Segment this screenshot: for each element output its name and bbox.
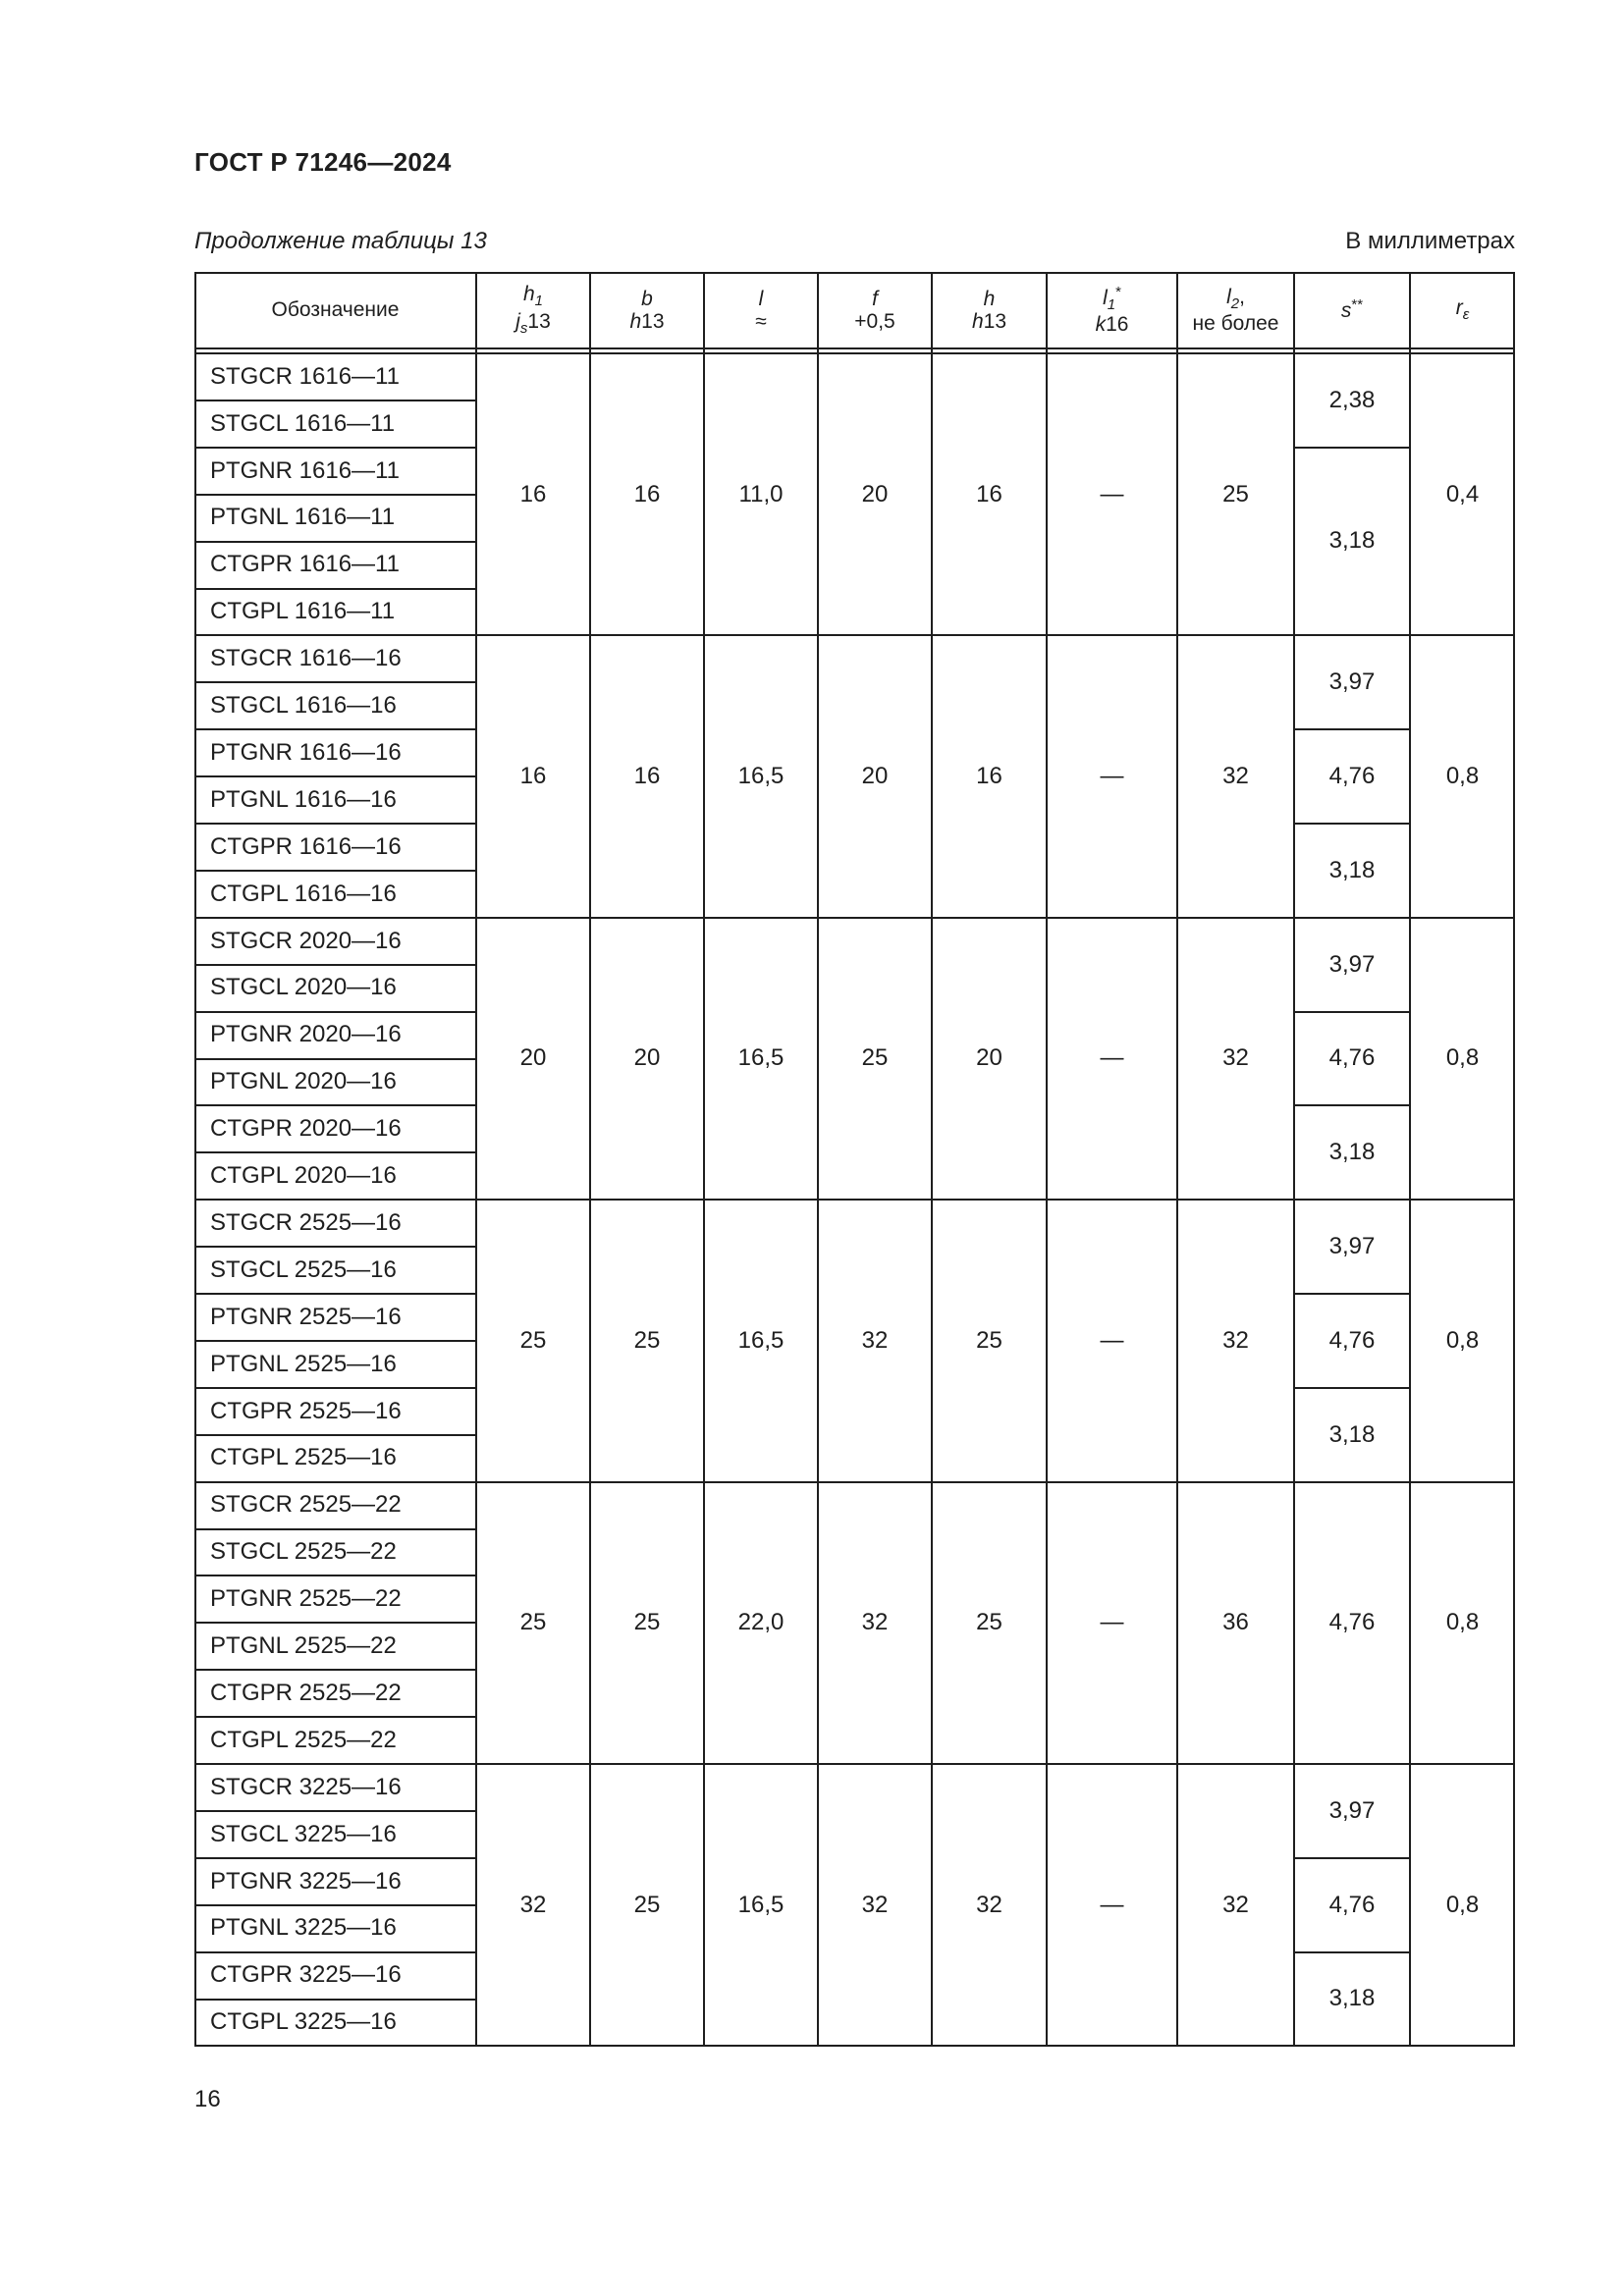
column-tolerance-symbol: j xyxy=(515,310,520,333)
table-caption: Продолжение таблицы 13 xyxy=(194,228,487,254)
value-cell-b: 16 xyxy=(633,480,661,507)
column-symbol: l xyxy=(1103,286,1108,309)
value-cell-l2: 25 xyxy=(1222,480,1249,507)
designation-cell: PTGNL 1616—11 xyxy=(210,504,396,531)
rule xyxy=(194,1434,476,1436)
rule xyxy=(194,1857,476,1859)
rule xyxy=(194,1669,476,1671)
designation-cell: STGCL 2525—16 xyxy=(210,1255,397,1283)
value-cell-s: 4,76 xyxy=(1328,762,1376,789)
value-cell-s: 3,18 xyxy=(1328,527,1376,555)
value-cell-h1: 16 xyxy=(519,480,547,507)
designation-cell: STGCL 3225—16 xyxy=(210,1820,397,1847)
rule xyxy=(931,272,933,2046)
rule xyxy=(194,352,1515,354)
rule xyxy=(194,1528,476,1530)
rule xyxy=(1409,272,1411,2046)
designation-cell: STGCR 2020—16 xyxy=(210,927,402,954)
rule xyxy=(194,447,476,449)
designation-cell: CTGPL 2525—22 xyxy=(210,1726,397,1753)
column-tolerance-symbol: h xyxy=(629,310,642,333)
value-cell-s: 3,97 xyxy=(1328,950,1376,978)
value-cell-l2: 32 xyxy=(1222,762,1249,789)
column-header-r xyxy=(1410,272,1515,348)
designation-cell: CTGPR 2525—16 xyxy=(210,1397,402,1424)
rule xyxy=(194,1104,476,1106)
rule xyxy=(194,964,476,966)
rule xyxy=(703,272,705,2046)
value-cell-l2: 32 xyxy=(1222,1891,1249,1918)
designation-cell: PTGNR 2020—16 xyxy=(210,1021,402,1048)
rule xyxy=(194,1199,1515,1201)
value-cell-b: 25 xyxy=(633,1891,661,1918)
column-header-l xyxy=(704,272,818,348)
rule xyxy=(194,1951,476,1953)
value-cell-s: 3,18 xyxy=(1328,1420,1376,1448)
value-cell-s: 4,76 xyxy=(1328,1326,1376,1354)
value-cell-s: 3,18 xyxy=(1328,856,1376,883)
designation-cell: STGCR 2525—16 xyxy=(210,1208,402,1236)
value-cell-l: 22,0 xyxy=(737,1609,785,1636)
rule xyxy=(194,272,196,2046)
rule xyxy=(194,1011,476,1013)
rule xyxy=(194,494,476,496)
rule xyxy=(194,1810,476,1812)
column-symbol: h xyxy=(522,283,535,306)
column-header-s xyxy=(1294,272,1410,348)
value-cell-l: 16,5 xyxy=(737,762,785,789)
value-cell-b: 20 xyxy=(633,1044,661,1072)
rule xyxy=(194,870,476,872)
column-tolerance: 16 xyxy=(1106,313,1129,337)
rule xyxy=(589,272,591,2046)
column-header-h1 xyxy=(476,272,590,348)
value-cell-s: 3,18 xyxy=(1328,1985,1376,2012)
rule xyxy=(194,1622,476,1624)
value-cell-l1: — xyxy=(1100,480,1124,507)
rule xyxy=(194,1387,476,1389)
column-tolerance: 13 xyxy=(983,310,1007,333)
rule xyxy=(194,634,1515,636)
value-cell-h: 16 xyxy=(976,480,1002,507)
value-cell-f: 32 xyxy=(861,1891,889,1918)
value-cell-l1: — xyxy=(1100,1891,1124,1918)
document-header: ГОСТ Р 71246—2024 xyxy=(194,147,452,177)
rule xyxy=(194,347,1515,349)
rule xyxy=(194,2045,1515,2047)
value-cell-l2: 32 xyxy=(1222,1326,1249,1354)
designation-cell: CTGPR 2525—22 xyxy=(210,1679,402,1706)
column-subscript: 2 xyxy=(1230,294,1240,312)
value-cell-h1: 32 xyxy=(519,1891,547,1918)
units-caption: В миллиметрах xyxy=(1345,228,1515,254)
value-cell-l: 11,0 xyxy=(738,480,784,507)
value-cell-l2: 36 xyxy=(1222,1609,1249,1636)
value-cell-s: 3,18 xyxy=(1328,1139,1376,1166)
designation-cell: PTGNR 2525—22 xyxy=(210,1585,402,1613)
value-cell-r: 0,8 xyxy=(1445,1044,1480,1072)
value-cell-h: 25 xyxy=(976,1326,1002,1354)
value-cell-l1: — xyxy=(1100,1326,1124,1354)
column-tolerance: 13 xyxy=(527,310,551,333)
value-cell-r: 0,8 xyxy=(1445,1326,1480,1354)
rule xyxy=(194,681,476,683)
value-cell-f: 25 xyxy=(861,1044,889,1072)
column-symbol: h xyxy=(983,287,996,310)
value-cell-r: 0,8 xyxy=(1445,762,1480,789)
designation-cell: STGCL 1616—11 xyxy=(210,409,396,437)
column-symbol: b xyxy=(641,287,653,310)
column-tolerance-symbol: h xyxy=(971,310,984,333)
value-cell-b: 16 xyxy=(633,762,661,789)
rule xyxy=(194,588,476,590)
designation-cell: STGCL 2020—16 xyxy=(210,974,397,1001)
rule xyxy=(194,1481,1515,1483)
column-header-f xyxy=(818,272,932,348)
value-cell-h: 25 xyxy=(976,1609,1002,1636)
rule xyxy=(194,541,476,543)
value-cell-f: 20 xyxy=(861,480,889,507)
rule xyxy=(194,1575,476,1576)
rule xyxy=(194,1246,476,1248)
page-number: 16 xyxy=(194,2086,221,2112)
designation-cell: PTGNR 1616—11 xyxy=(210,456,400,484)
designation-cell: CTGPR 1616—11 xyxy=(210,551,400,578)
rule xyxy=(194,775,476,777)
designation-cell: CTGPL 2525—16 xyxy=(210,1444,397,1471)
column-header-h xyxy=(932,272,1047,348)
value-cell-b: 25 xyxy=(633,1326,661,1354)
designation-cell: STGCR 1616—16 xyxy=(210,645,402,672)
rule xyxy=(194,1151,476,1153)
designation-cell: CTGPR 3225—16 xyxy=(210,1961,402,1989)
designation-cell: STGCR 3225—16 xyxy=(210,1773,402,1800)
designation-cell: CTGPR 2020—16 xyxy=(210,1115,402,1143)
value-cell-s: 3,97 xyxy=(1328,1232,1376,1259)
designation-cell: CTGPL 3225—16 xyxy=(210,2008,397,2036)
column-symbol: l xyxy=(1226,285,1231,308)
value-cell-h: 20 xyxy=(976,1044,1002,1072)
designation-cell: PTGNL 1616—16 xyxy=(210,785,397,813)
rule xyxy=(194,1293,476,1295)
value-cell-h1: 20 xyxy=(519,1044,547,1072)
value-cell-s: 4,76 xyxy=(1328,1044,1376,1072)
value-cell-l: 16,5 xyxy=(737,1044,785,1072)
rule xyxy=(194,400,476,401)
rule xyxy=(1293,272,1295,2046)
value-cell-l2: 32 xyxy=(1222,1044,1249,1072)
rule xyxy=(1513,272,1515,2046)
column-superscript: * xyxy=(1115,283,1121,300)
column-symbol: r xyxy=(1455,296,1463,320)
rule xyxy=(194,1763,1515,1765)
column-tolerance: не более xyxy=(1192,312,1279,336)
value-cell-h1: 16 xyxy=(519,762,547,789)
value-cell-h: 16 xyxy=(976,762,1002,789)
value-cell-b: 25 xyxy=(633,1609,661,1636)
value-cell-s: 4,76 xyxy=(1328,1609,1376,1636)
designation-cell: STGCR 1616—11 xyxy=(210,362,400,390)
rule xyxy=(475,272,477,2046)
column-subscript: 1 xyxy=(1107,295,1116,313)
column-subscript: ε xyxy=(1462,306,1470,324)
designation-cell: PTGNR 2525—16 xyxy=(210,1303,402,1330)
value-cell-r: 0,8 xyxy=(1445,1609,1480,1636)
rule xyxy=(1046,272,1048,2046)
column-header-text: Обозначение xyxy=(271,298,400,322)
designation-cell: STGCL 1616—16 xyxy=(210,692,397,720)
column-symbol: s xyxy=(1340,299,1352,323)
value-cell-h1: 25 xyxy=(519,1326,547,1354)
rule xyxy=(194,1058,476,1060)
column-punct: , xyxy=(1239,285,1245,308)
designation-cell: PTGNL 3225—16 xyxy=(210,1914,397,1942)
value-cell-l1: — xyxy=(1100,1609,1124,1636)
column-superscript: ** xyxy=(1351,296,1364,314)
column-header-designation xyxy=(194,272,476,348)
value-cell-s: 3,97 xyxy=(1328,668,1376,696)
rule xyxy=(1176,272,1178,2046)
designation-cell: PTGNL 2020—16 xyxy=(210,1068,397,1095)
designation-cell: STGCR 2525—22 xyxy=(210,1491,402,1519)
value-cell-l1: — xyxy=(1100,762,1124,789)
designation-cell: PTGNR 1616—16 xyxy=(210,738,402,766)
value-cell-h: 32 xyxy=(976,1891,1002,1918)
value-cell-l: 16,5 xyxy=(737,1891,785,1918)
rule xyxy=(194,1340,476,1342)
designation-cell: CTGPL 1616—11 xyxy=(210,598,396,625)
rule xyxy=(194,1999,476,2001)
column-symbol: f xyxy=(872,287,878,310)
value-cell-f: 32 xyxy=(861,1326,889,1354)
value-cell-f: 20 xyxy=(861,762,889,789)
column-tolerance-symbol: k xyxy=(1095,313,1107,337)
rule xyxy=(194,1716,476,1718)
column-header-b xyxy=(590,272,704,348)
rule xyxy=(194,272,1515,274)
designation-cell: PTGNR 3225—16 xyxy=(210,1867,402,1895)
rule xyxy=(194,823,476,825)
designation-cell: CTGPL 2020—16 xyxy=(210,1162,397,1190)
value-cell-s: 3,97 xyxy=(1328,1796,1376,1824)
column-tolerance: 13 xyxy=(641,310,665,333)
value-cell-l1: — xyxy=(1100,1044,1124,1072)
value-cell-r: 0,8 xyxy=(1445,1891,1480,1918)
rule xyxy=(817,272,819,2046)
designation-cell: CTGPR 1616—16 xyxy=(210,832,402,860)
designation-cell: CTGPL 1616—16 xyxy=(210,880,397,907)
value-cell-r: 0,4 xyxy=(1445,480,1480,507)
value-cell-h1: 25 xyxy=(519,1609,547,1636)
column-subscript: 1 xyxy=(534,293,544,310)
value-cell-l: 16,5 xyxy=(737,1326,785,1354)
designation-cell: PTGNL 2525—22 xyxy=(210,1632,397,1660)
column-header-l1 xyxy=(1047,272,1177,348)
column-tolerance-subscript: s xyxy=(519,320,528,338)
designation-cell: STGCL 2525—22 xyxy=(210,1538,397,1566)
value-cell-s: 2,38 xyxy=(1328,386,1376,413)
column-header-l2 xyxy=(1177,272,1294,348)
value-cell-s: 4,76 xyxy=(1328,1891,1376,1918)
rule xyxy=(194,728,476,730)
rule xyxy=(194,1904,476,1906)
dimensions-table xyxy=(194,272,1515,2036)
rule xyxy=(194,917,1515,919)
value-cell-f: 32 xyxy=(861,1609,889,1636)
column-symbol: l xyxy=(758,287,764,310)
designation-cell: PTGNL 2525—16 xyxy=(210,1350,397,1377)
column-tolerance: ≈ xyxy=(755,310,767,333)
column-tolerance: +0,5 xyxy=(854,310,895,333)
